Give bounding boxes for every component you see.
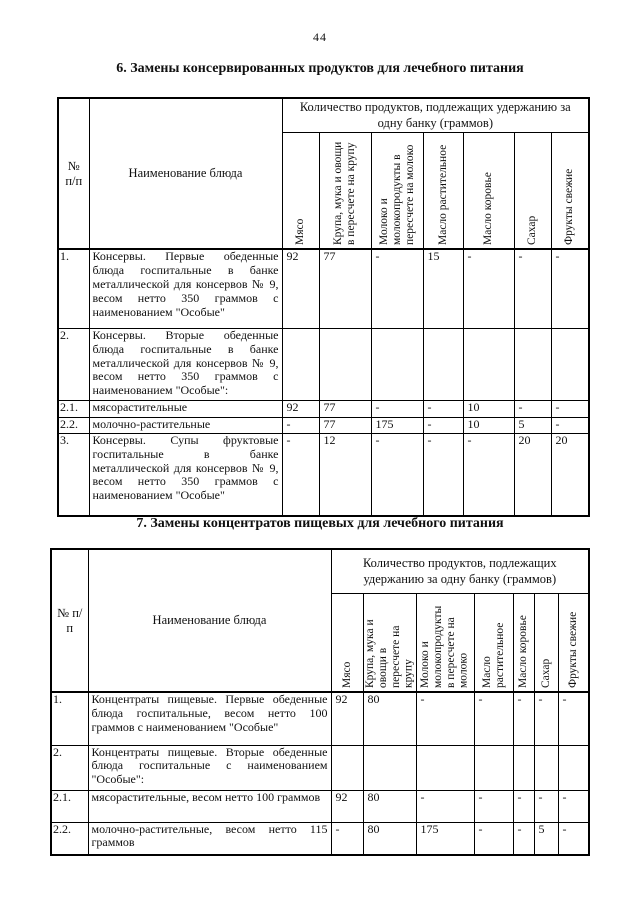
- table-row: [51, 745, 589, 790]
- col-header-dish: Наименование блюда: [89, 98, 282, 249]
- value-cell: [416, 745, 474, 790]
- col-header-sugar: Сахар: [534, 594, 558, 693]
- dish-name: мясорастительные: [89, 400, 282, 417]
- value-cell: -: [423, 417, 463, 433]
- value-cell: [513, 745, 534, 790]
- value-cell: 80: [363, 692, 416, 745]
- value-cell: -: [534, 790, 558, 822]
- value-cell: -: [474, 692, 513, 745]
- col-header-milk: Молоко и молокопродукты в пересчете на молоко: [416, 594, 474, 693]
- value-cell: -: [558, 692, 589, 745]
- value-cell: 77: [319, 400, 371, 417]
- row-number: 2.2.: [58, 417, 89, 433]
- col-header-meat: Мясо: [282, 133, 319, 250]
- col-header-dish: Наименование блюда: [88, 549, 331, 692]
- value-cell: -: [282, 417, 319, 433]
- value-cell: -: [513, 692, 534, 745]
- col-header-fruit: Фрукты свежие: [558, 594, 589, 693]
- dish-name: Консервы. Вторые обеденные блюда госпитальные в банке металлической для консервов № 9, весом нетто 350 граммов с наименованием "Особые":: [89, 328, 282, 400]
- value-cell: -: [416, 692, 474, 745]
- value-cell: 92: [282, 249, 319, 328]
- table-row: [58, 417, 589, 433]
- value-cell: -: [474, 822, 513, 855]
- value-cell: 77: [319, 417, 371, 433]
- value-cell: -: [513, 790, 534, 822]
- value-cell: 5: [514, 417, 551, 433]
- dish-name: Концентраты пищевые. Вторые обеденные блюда госпитальные с наименованием "Особые":: [88, 745, 331, 790]
- value-cell: -: [371, 249, 423, 328]
- value-cell: [371, 328, 423, 400]
- value-cell: -: [371, 433, 423, 516]
- value-cell: 92: [331, 692, 363, 745]
- value-cell: -: [558, 822, 589, 855]
- value-cell: -: [551, 249, 589, 328]
- value-cell: -: [534, 692, 558, 745]
- col-header-vegoil: Масло растительное: [474, 594, 513, 693]
- value-cell: -: [558, 790, 589, 822]
- value-cell: 20: [551, 433, 589, 516]
- value-cell: 5: [534, 822, 558, 855]
- col-header-milk: Молоко и молокопродукты в пересчете на молоко: [371, 133, 423, 250]
- col-header-num: № п/п: [51, 549, 88, 692]
- col-header-butter: Масло коровье: [513, 594, 534, 693]
- value-cell: [282, 328, 319, 400]
- group-header: Количество продуктов, подлежащих удержанию за одну банку (граммов): [282, 98, 589, 133]
- value-cell: 92: [331, 790, 363, 822]
- value-cell: -: [514, 249, 551, 328]
- value-cell: -: [551, 400, 589, 417]
- value-cell: -: [331, 822, 363, 855]
- value-cell: -: [282, 433, 319, 516]
- value-cell: [363, 745, 416, 790]
- row-number: 1.: [58, 249, 89, 328]
- value-cell: 92: [282, 400, 319, 417]
- page-number: 44: [313, 30, 327, 44]
- col-header-vegoil: Масло растительное: [423, 133, 463, 250]
- value-cell: -: [423, 433, 463, 516]
- group-header: Количество продуктов, подлежащих удержанию за одну банку (граммов): [331, 549, 589, 594]
- value-cell: 10: [463, 417, 514, 433]
- dish-name: Концентраты пищевые. Первые обеденные блюда госпитальные, весом нетто 100 граммов с наименованием "Особые": [88, 692, 331, 745]
- col-header-butter: Масло коровье: [463, 133, 514, 250]
- dish-name: Консервы. Супы фруктовые госпитальные в банке металлической для консервов № 9, весом нетто 350 граммов с наименованием "Особые": [89, 433, 282, 516]
- section7-table: [50, 548, 590, 856]
- value-cell: -: [463, 433, 514, 516]
- value-cell: 20: [514, 433, 551, 516]
- dish-name: молочно-растительные, весом нетто 115 граммов: [88, 822, 331, 855]
- table-row: [58, 249, 589, 328]
- section6-heading: 6. Замены консервированных продуктов для лечебного питания: [116, 61, 524, 76]
- value-cell: 80: [363, 790, 416, 822]
- header-row-group: [58, 98, 589, 133]
- row-number: 2.1.: [51, 790, 88, 822]
- value-cell: [319, 328, 371, 400]
- row-number: 2.1.: [58, 400, 89, 417]
- col-header-sugar: Сахар: [514, 133, 551, 250]
- section6-table: [57, 97, 590, 517]
- value-cell: 175: [371, 417, 423, 433]
- table-row: [51, 822, 589, 855]
- col-header-num: № п/п: [58, 98, 89, 249]
- value-cell: 77: [319, 249, 371, 328]
- col-header-meat: Мясо: [331, 594, 363, 693]
- row-number: 2.2.: [51, 822, 88, 855]
- value-cell: [534, 745, 558, 790]
- value-cell: -: [514, 400, 551, 417]
- value-cell: [474, 745, 513, 790]
- value-cell: [463, 328, 514, 400]
- row-number: 1.: [51, 692, 88, 745]
- value-cell: 175: [416, 822, 474, 855]
- col-header-groats: Крупа, мука и овощи в пересчете на крупу: [363, 594, 416, 693]
- value-cell: [331, 745, 363, 790]
- table-row: [58, 433, 589, 516]
- table-row: [58, 328, 589, 400]
- table-row: [51, 790, 589, 822]
- row-number: 2.: [58, 328, 89, 400]
- row-number: 2.: [51, 745, 88, 790]
- value-cell: [558, 745, 589, 790]
- value-cell: 80: [363, 822, 416, 855]
- value-cell: 10: [463, 400, 514, 417]
- value-cell: -: [463, 249, 514, 328]
- value-cell: -: [416, 790, 474, 822]
- value-cell: -: [513, 822, 534, 855]
- dish-name: Консервы. Первые обеденные блюда госпитальные в банке металлической для консервов № 9, весом нетто 350 граммов с наименованием "Особые": [89, 249, 282, 328]
- value-cell: -: [423, 400, 463, 417]
- dish-name: молочно-растительные: [89, 417, 282, 433]
- value-cell: 12: [319, 433, 371, 516]
- value-cell: [423, 328, 463, 400]
- value-cell: -: [371, 400, 423, 417]
- value-cell: 15: [423, 249, 463, 328]
- section7-heading: 7. Замены концентратов пищевых для лечебного питания: [136, 516, 504, 531]
- row-number: 3.: [58, 433, 89, 516]
- value-cell: [551, 328, 589, 400]
- value-cell: -: [474, 790, 513, 822]
- value-cell: [514, 328, 551, 400]
- col-header-fruit: Фрукты свежие: [551, 133, 589, 250]
- table-row: [51, 692, 589, 745]
- dish-name: мясорастительные, весом нетто 100 граммов: [88, 790, 331, 822]
- table-row: [58, 400, 589, 417]
- value-cell: -: [551, 417, 589, 433]
- col-header-groats: Крупа, мука и овощи в пересчете на крупу: [319, 133, 371, 250]
- header-row-group: [51, 549, 589, 594]
